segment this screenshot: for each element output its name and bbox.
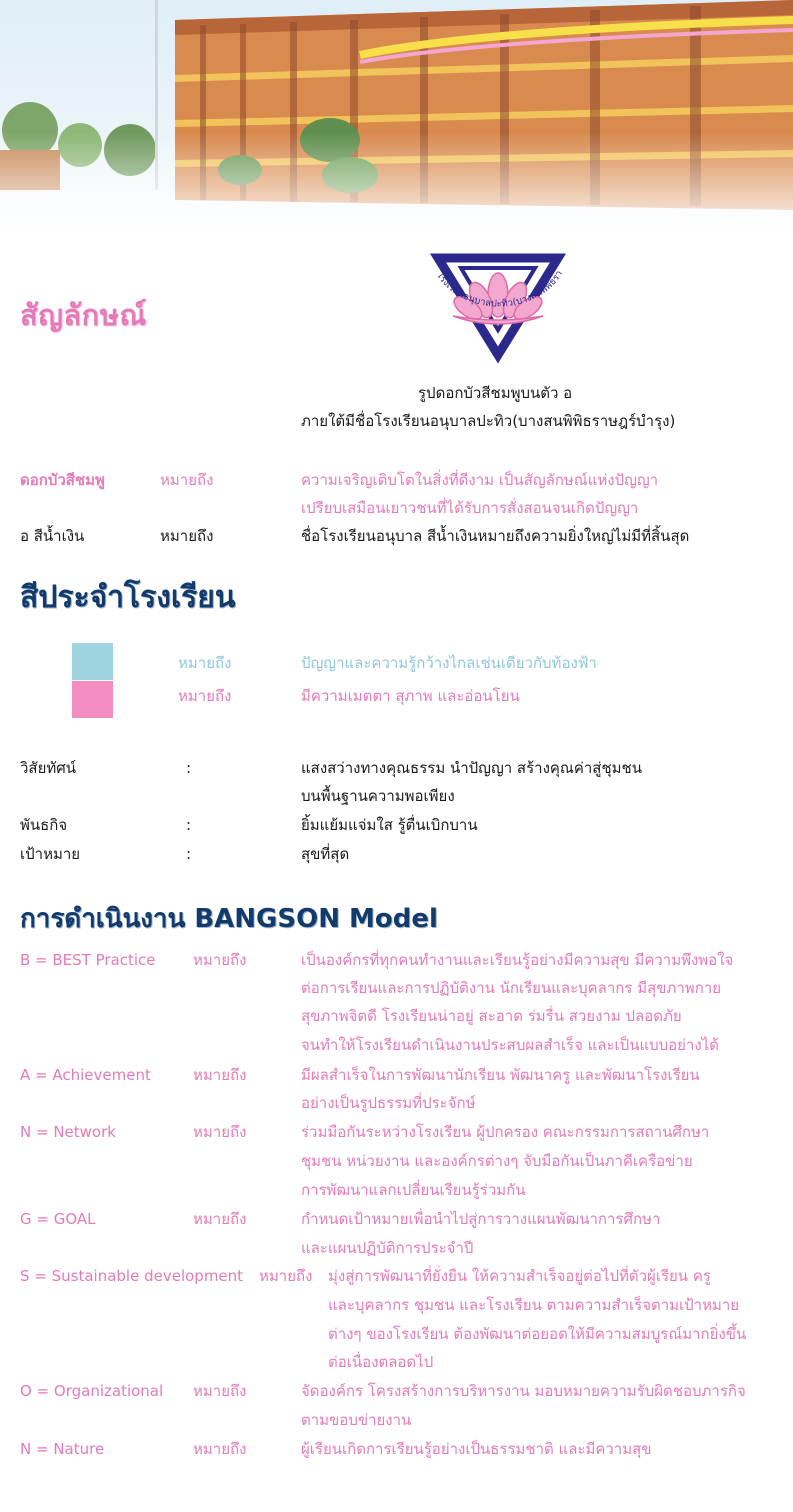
symbol-caption-line2: ภายใต้มีชื่อโรงเรียนอนุบาลปะทิว(บางสนพิพิธราษฎร์บำรุง)	[301, 412, 676, 430]
mission-text: ยิ้มแย้มแจ่มใส รู้ตื่นเบิกบาน	[301, 816, 478, 834]
model-desc-s-1: มุ่งสู่การพัฒนาที่ยั่งยืน ให้ความสำเร็จอยู่ต่อไปที่ตัวผู้เรียน ครู	[328, 1267, 711, 1285]
model-term-b: B = BEST Practice	[20, 951, 156, 969]
sky-blue-swatch	[72, 643, 113, 680]
model-term-n-network: N = Network	[20, 1123, 116, 1141]
symbol-term-lotus: ดอกบัวสีชมพู	[20, 471, 105, 489]
mission-colon: :	[186, 816, 192, 834]
model-desc-n-network-3: การพัฒนาแลกเปลี่ยนเรียนรู้ร่วมกัน	[301, 1181, 526, 1199]
color-desc-blue: ปัญญาและความรู้กว้างไกลเช่นเดียวกับท้องฟ้า	[301, 654, 597, 672]
model-term-g: G = GOAL	[20, 1210, 96, 1228]
vision-label: วิสัยทัศน์	[20, 759, 77, 777]
model-means-n-network: หมายถึง	[193, 1123, 247, 1141]
model-term-n-nature: N = Nature	[20, 1440, 105, 1458]
symbol-heading: สัญลักษณ์	[20, 298, 147, 332]
model-desc-n-nature-1: ผู้เรียนเกิดการเรียนรู้อย่างเป็นธรรมชาติ และมีความสุข	[301, 1440, 652, 1458]
model-desc-o-1: จัดองค์กร โครงสร้างการบริหารงาน มอบหมายความรับผิดชอบภารกิจ	[301, 1382, 746, 1400]
model-desc-n-network-2: ชุมชน หน่วยงาน และองค์กรต่างๆ จับมือกันเป็นภาคีเครือข่าย	[301, 1152, 693, 1170]
model-heading: การดำเนินงาน BANGSON Model	[20, 904, 438, 934]
model-term-a: A = Achievement	[20, 1066, 151, 1084]
symbol-caption-line1: รูปดอกบัวสีชมพูบนตัว อ	[418, 384, 573, 402]
model-term-o: O = Organizational	[20, 1382, 164, 1400]
model-desc-s-4: ต่อเนื่องตลอดไป	[328, 1353, 434, 1371]
symbol-means-lotus: หมายถึง	[160, 471, 214, 489]
vision-text-1: แสงสว่างทางคุณธรรม นำปัญญา สร้างคุณค่าสู่ชุมชน	[301, 759, 642, 777]
model-desc-s-2: และบุคลากร ชุมชน และโรงเรียน ตามความสำเร็จตามเป้าหมาย	[328, 1296, 740, 1314]
symbol-desc-lotus-1: ความเจริญเติบโตในสิ่งที่ดีงาม เป็นสัญลักษณ์แห่งปัญญา	[301, 471, 659, 489]
color-means-pink: หมายถึง	[178, 687, 232, 705]
model-means-b: หมายถึง	[193, 951, 247, 969]
vision-text-2: บนพื้นฐานความพอเพียง	[301, 787, 455, 805]
model-means-s: หมายถึง	[259, 1267, 313, 1285]
colors-heading: สีประจำโรงเรียน	[20, 580, 236, 615]
model-means-n-nature: หมายถึง	[193, 1440, 247, 1458]
model-desc-s-3: ต่างๆ ของโรงเรียน ต้องพัฒนาต่อยอดให้มีความสมบูรณ์มากยิ่งขึ้น	[328, 1325, 747, 1343]
goal-label: เป้าหมาย	[20, 845, 81, 863]
goal-colon: :	[186, 845, 192, 863]
color-desc-pink: มีความเมตตา สุภาพ และอ่อนโยน	[301, 687, 520, 705]
goal-text: สุขที่สุด	[301, 845, 350, 863]
model-means-g: หมายถึง	[193, 1210, 247, 1228]
model-desc-g-2: และแผนปฏิบัติการประจำปี	[301, 1239, 474, 1257]
mission-label: พันธกิจ	[20, 816, 68, 834]
model-desc-b-2: ต่อการเรียนและการปฏิบัติงาน นักเรียนและบุคลากร มีสุขภาพกาย	[301, 979, 721, 997]
color-means-blue: หมายถึง	[178, 654, 232, 672]
logo-ring-text: โรงเรียนอนุบาลปะทิว(บางสนพิพิธรา	[433, 268, 566, 310]
model-means-a: หมายถึง	[193, 1066, 247, 1084]
pink-swatch	[72, 681, 113, 718]
lotus-triangle-logo-icon	[413, 250, 583, 375]
school-building-photo	[0, 0, 793, 240]
model-desc-g-1: กำหนดเป้าหมายเพื่อนำไปสู่การวางแผนพัฒนาการศึกษา	[301, 1210, 661, 1228]
symbol-term-blue-o: อ สีน้ำเงิน	[20, 527, 85, 545]
symbol-desc-blue-o: ชื่อโรงเรียนอนุบาล สีน้ำเงินหมายถึงความยิ่งใหญ่ไม่มีที่สิ้นสุด	[301, 527, 690, 545]
model-desc-o-2: ตามขอบข่ายงาน	[301, 1411, 412, 1429]
model-desc-n-network-1: ร่วมมือกันระหว่างโรงเรียน ผู้ปกครอง คณะกรรมการสถานศึกษา	[301, 1123, 710, 1141]
model-desc-a-2: อย่างเป็นรูปธรรมที่ประจักษ์	[301, 1094, 476, 1112]
vision-colon: :	[186, 759, 192, 777]
symbol-desc-lotus-2: เปรียบเสมือนเยาวชนที่ได้รับการสั่งสอนจนเกิดปัญญา	[301, 499, 639, 517]
model-desc-a-1: มีผลสำเร็จในการพัฒนานักเรียน พัฒนาครู และพัฒนาโรงเรียน	[301, 1066, 700, 1084]
model-means-o: หมายถึง	[193, 1382, 247, 1400]
model-desc-b-4: จนทำให้โรงเรียนดำเนินงานประสบผลสำเร็จ และเป็นแบบอย่างได้	[301, 1036, 720, 1054]
model-term-s: S = Sustainable development	[20, 1267, 244, 1285]
symbol-means-blue-o: หมายถึง	[160, 527, 214, 545]
model-desc-b-1: เป็นองค์กรที่ทุกคนทำงานและเรียนรู้อย่างมีความสุข มีความพึงพอใจ	[301, 951, 734, 969]
model-desc-b-3: สุขภาพจิตดี โรงเรียนน่าอยู่ สะอาด ร่มรื่น สวยงาม ปลอดภัย	[301, 1007, 682, 1025]
